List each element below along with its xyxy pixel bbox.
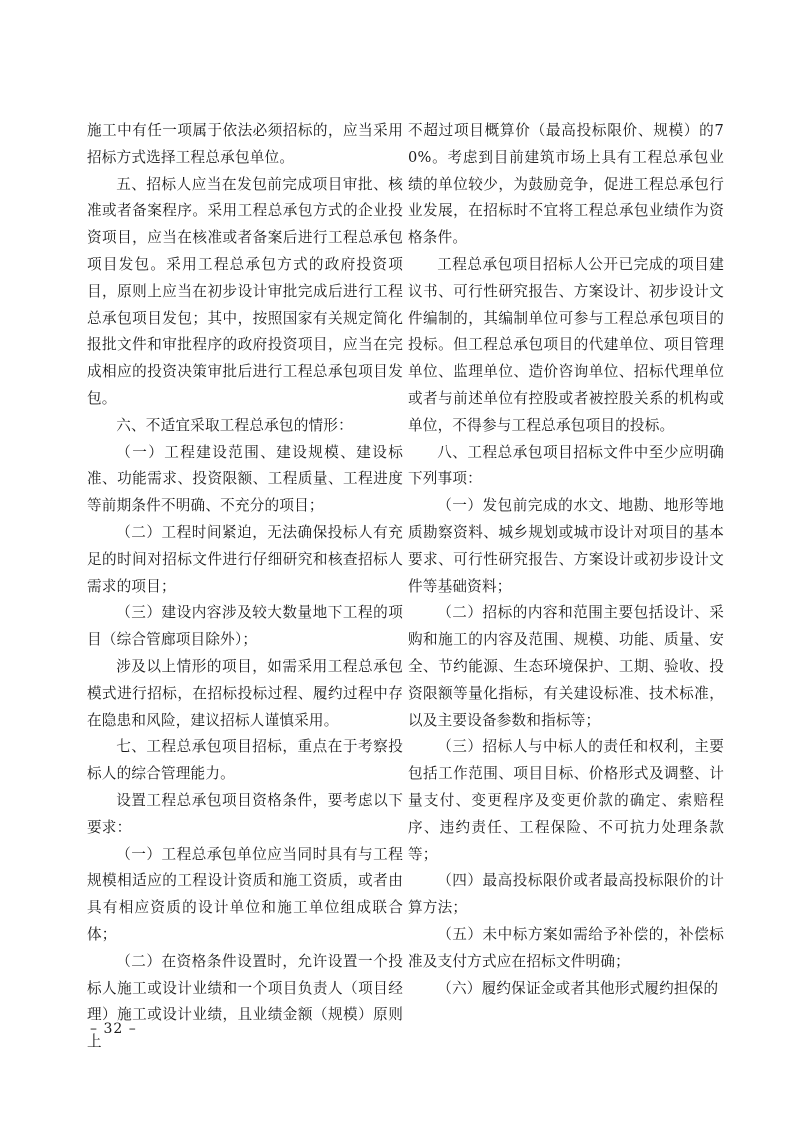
paragraph: （四）最高投标限价或者最高投标限价的计算方法； [408,872,724,917]
paragraph: 五、招标人应当在发包前完成项目审批、核准或者备案程序。采用工程总承包方式的企业投资项目，应当在核准或者备案后进行工程总承包项目发包。采用工程总承包方式的政府投资项目，原则上应当在初步设计审批完成后进行工程总承包项目发包；其中，按照国家有关规定简化报批文件和审批程序的政府投资项目，应当在完成相应的投资决策审批后进行工程总承包项目发包。 [87,175,403,407]
paragraph: （一）工程总承包单位应当同时具有与工程规模相适应的工程设计资质和施工资质，或者由具有相应资质的设计单位和施工单位组成联合体； [87,845,403,943]
paragraph: （三）招标人与中标人的责任和权利，主要包括工作范围、项目目标、价格形式及调整、计量支付、变更程序及变更价款的确定、索赔程序、违约责任、工程保险、不可抗力处理条款等； [408,738,724,863]
paragraph: （五）未中标方案如需给予补偿的，补偿标准及支付方式应在招标文件明确； [408,925,724,970]
paragraph: 涉及以上情形的项目，如需采用工程总承包模式进行招标，在招标投标过程、履约过程中存在隐患和风险，建议招标人谨慎采用。 [87,657,403,729]
paragraph: 八、工程总承包项目招标文件中至少应明确下列事项： [408,443,724,488]
paragraph: 设置工程总承包项目资格条件，要考虑以下要求： [87,791,403,836]
left-text-column [87,118,403,1056]
paragraph: （一）工程建设范围、建设规模、建设标准、功能需求、投资限额、工程质量、工程进度等前期条件不明确、不充分的项目； [87,443,403,515]
paragraph: （六）履约保证金或者其他形式履约担保的 [437,979,719,997]
paragraph: （一）发包前完成的水文、地勘、地形等地质勘察资料、城乡规划或城市设计对项目的基本要求、可行性研究报告、方案设计或初步设计文件等基础资料； [408,497,724,595]
right-text-column [408,118,724,1002]
paragraph: （三）建设内容涉及较大数量地下工程的项目（综合管廊项目除外）； [87,604,403,649]
paragraph: 六、不适宜采取工程总承包的情形： [116,416,353,434]
page-number: – 32 – [90,1021,137,1037]
paragraph: 工程总承包项目招标人公开已完成的项目建议书、可行性研究报告、方案设计、初步设计文件编制的，其编制单位可参与工程总承包项目的投标。但工程总承包项目的代建单位、项目管理单位、监理单位、造价咨询单位、招标代理单位或者与前述单位有控股或者被控股关系的机构或单位，不得参与工程总承包项目的投标。 [408,255,724,434]
paragraph: （二）工程时间紧迫，无法确保投标人有充足的时间对招标文件进行仔细研究和核查招标人需求的项目； [87,523,403,595]
paragraph: 施工中有任一项属于依法必须招标的，应当采用招标方式选择工程总承包单位。 [87,122,403,166]
paragraph: （二）招标的内容和范围主要包括设计、采购和施工的内容及范围、规模、功能、质量、安全、节约能源、生态环境保护、工期、验收、投资限额等量化指标，有关建设标准、技术标准，以及主要设备参数和指标等； [408,604,724,729]
paragraph: 不超过项目概算价（最高投标限价、规模）的70%。考虑到目前建筑市场上具有工程总承包业绩的单位较少，为鼓励竞争，促进工程总承包行业发展，在招标时不宜将工程总承包业绩作为资格条件。 [408,122,724,247]
paragraph: （二）在资格条件设置时，允许设置一个投标人施工或设计业绩和一个项目负责人（项目经理）施工或设计业绩，且业绩金额（规模）原则上 [87,952,403,1051]
paragraph: 七、工程总承包项目招标，重点在于考察投标人的综合管理能力。 [87,738,403,783]
